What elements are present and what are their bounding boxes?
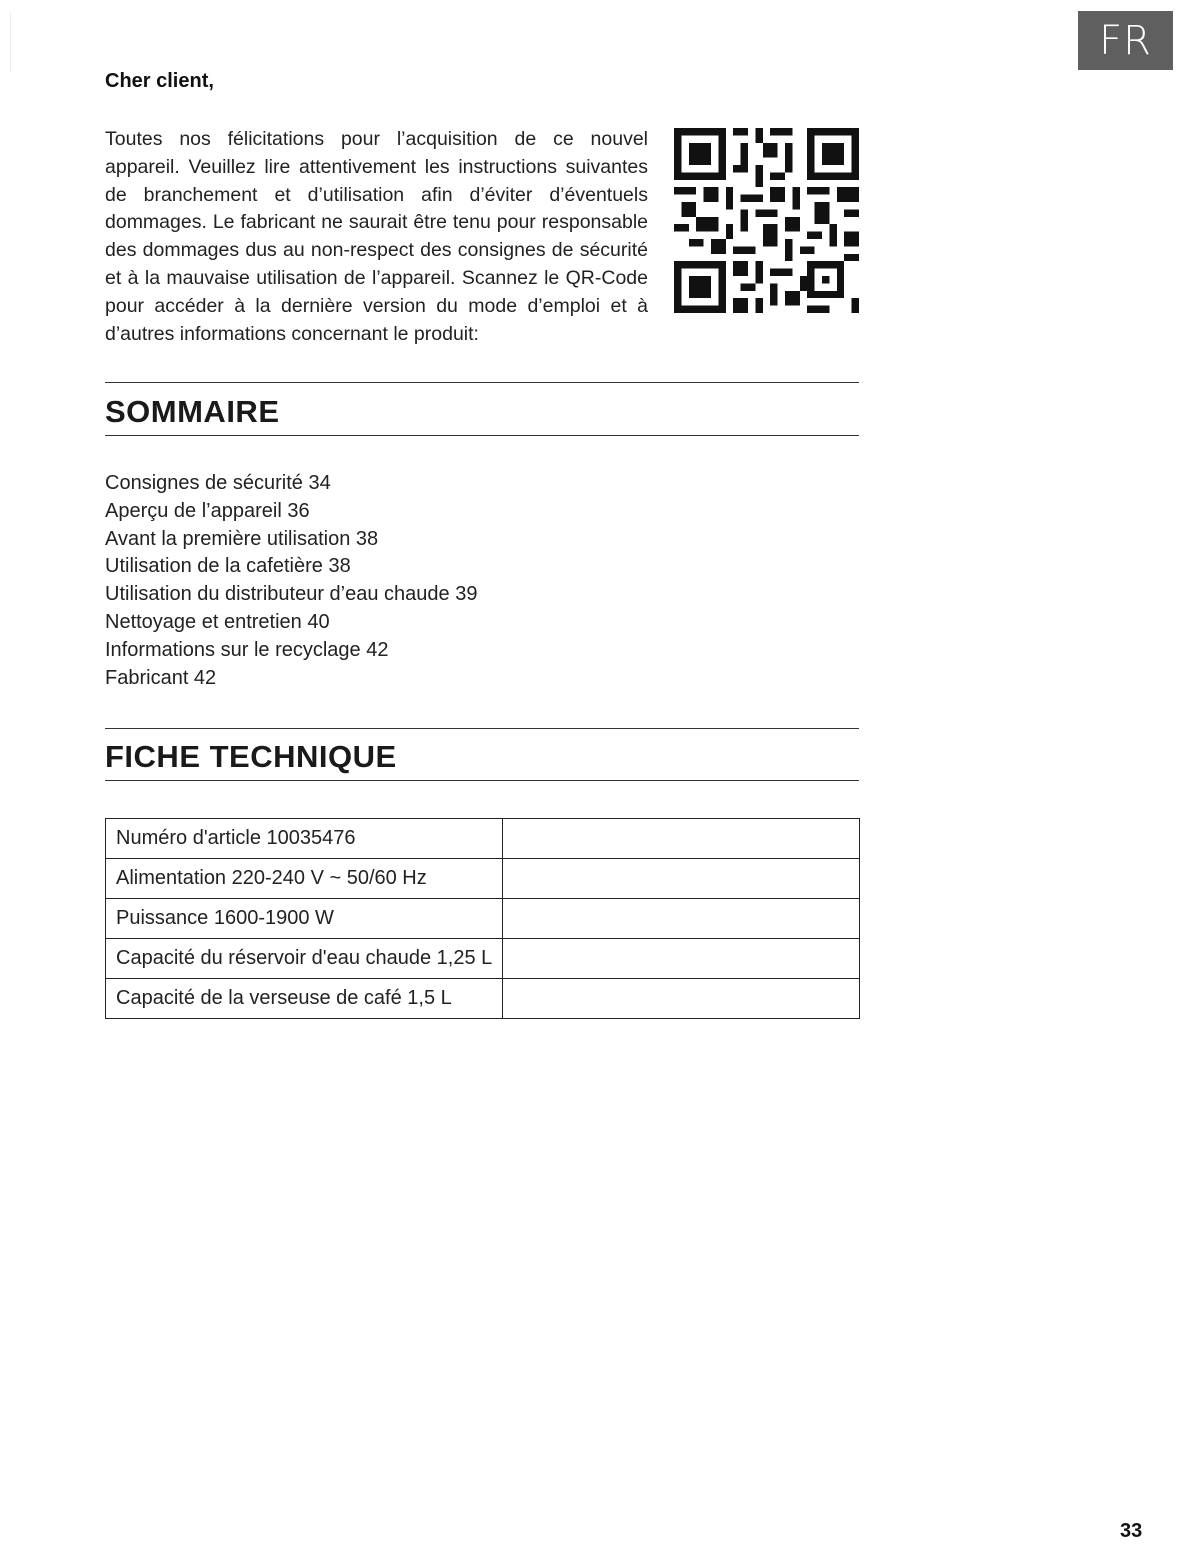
spec-cell-empty xyxy=(503,939,860,979)
spec-cell-empty xyxy=(503,979,860,1019)
sommaire-heading: SOMMAIRE xyxy=(105,394,280,429)
page-margin-mark xyxy=(10,12,11,72)
section-divider xyxy=(105,780,859,781)
table-row xyxy=(106,939,860,979)
greeting: Cher client, xyxy=(105,70,214,92)
table-row xyxy=(106,859,860,899)
spec-cell-empty xyxy=(503,899,860,939)
table-row xyxy=(106,819,860,859)
spec-cell-empty xyxy=(503,859,860,899)
toc-item[interactable]: Aperçu de l’appareil 36 xyxy=(105,499,310,522)
spec-cell-empty xyxy=(503,819,860,859)
table-row xyxy=(106,899,860,939)
qr-code-icon xyxy=(674,128,859,313)
toc-item[interactable]: Utilisation du distributeur d’eau chaude 39 xyxy=(105,583,478,606)
spec-cell: Puissance 1600-1900 W xyxy=(106,899,503,939)
toc-item[interactable]: Consignes de sécurité 34 xyxy=(105,472,331,494)
spec-cell: Numéro d'article 10035476 xyxy=(106,819,503,859)
page-number: 33 xyxy=(1120,1520,1143,1542)
spec-table xyxy=(105,818,860,1019)
toc-item[interactable]: Nettoyage et entretien 40 xyxy=(105,610,330,633)
fiche-technique-heading: FICHE TECHNIQUE xyxy=(105,739,397,774)
section-divider xyxy=(105,435,859,436)
toc-item[interactable]: Fabricant 42 xyxy=(105,666,217,689)
toc-item[interactable]: Avant la première utilisation 38 xyxy=(105,527,379,550)
spec-cell: Capacité du réservoir d'eau chaude 1,25 L xyxy=(106,939,503,979)
section-divider xyxy=(105,728,859,729)
spec-cell: Alimentation 220-240 V ~ 50/60 Hz xyxy=(106,859,503,899)
language-tab: FR xyxy=(1078,11,1173,70)
toc-item[interactable]: Utilisation de la cafetière 38 xyxy=(105,555,351,578)
table-of-contents xyxy=(105,470,477,692)
intro-paragraph: Toutes nos félicitations pour l’acquisition de ce nouvel appareil. Veuillez lire attentivement les instructions suivantes de branchement et d’utilisation afin d’éviter d’éventuels dommages. Le fabricant ne saurait être tenu pour responsable des dommages dus au non-respect des consignes de sécurité et à la mauvaise utilisation de l’appareil. Scannez le QR-Code pour accéder à la dernière version du mode d’emploi et à d’autres informations concernant le produit: xyxy=(105,128,648,345)
table-row xyxy=(106,979,860,1019)
toc-item[interactable]: Informations sur le recyclage 42 xyxy=(105,638,389,661)
section-divider xyxy=(105,382,859,383)
spec-cell: Capacité de la verseuse de café 1,5 L xyxy=(106,979,503,1019)
